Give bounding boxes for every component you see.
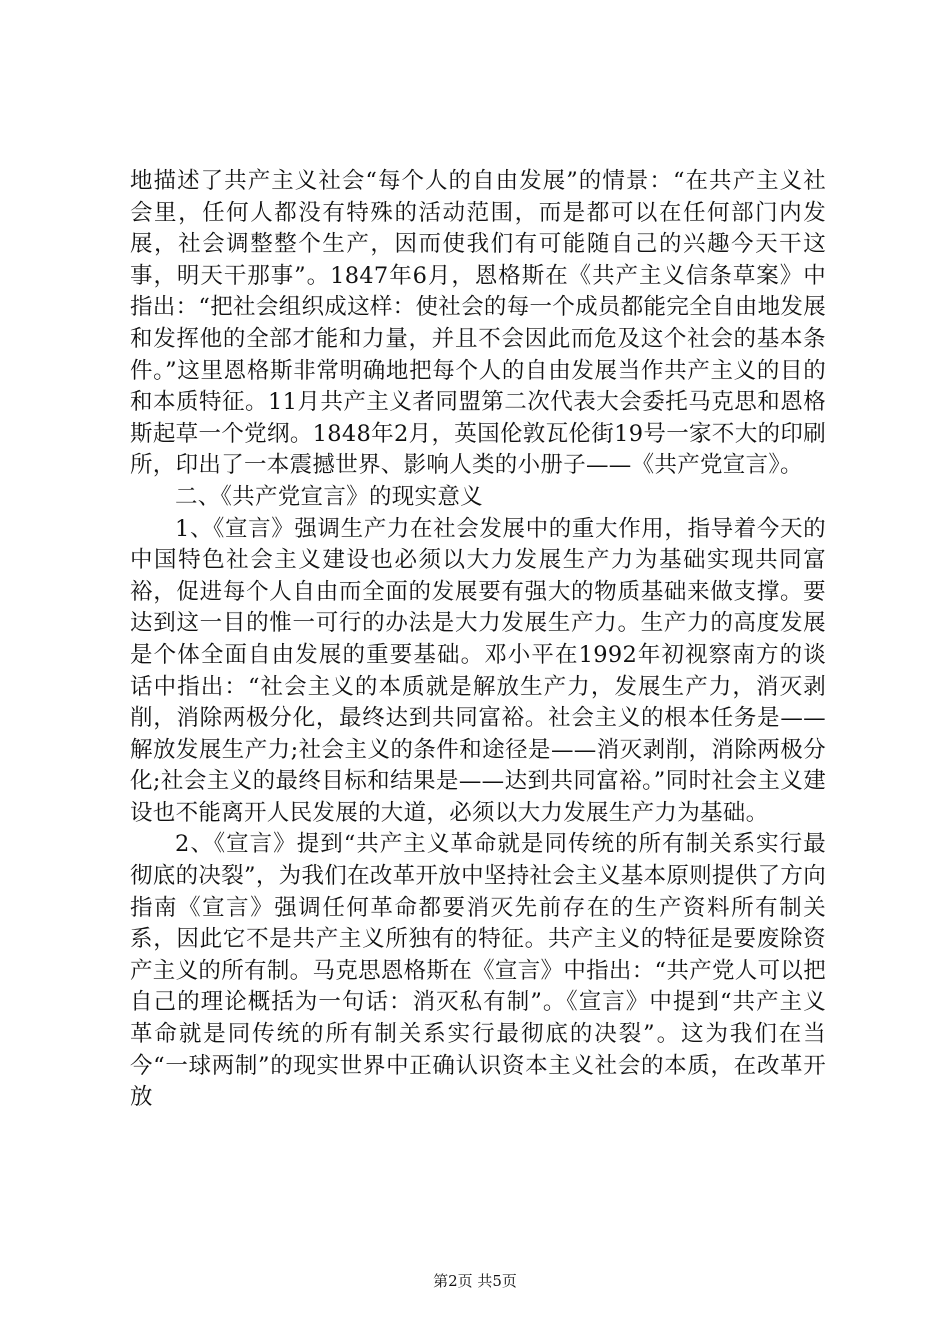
paragraph-ownership: 2、《宣言》提到“共产主义革命就是同传统的所有制关系实行最彻底的决裂”，为我们在改革开放中坚持社会主义基本原则提供了方向指南《宣言》强调任何革命都要消灭先前存在的生产资料所有制关系，因此它不是共产主义所独有的特征。共产主义的特征是要废除资产主义的所有制。马克思恩格斯在《宣言》中指出：“共产党人可以把自己的理论概括为一句话：消灭私有制”。《宣言》中提到“共产主义革命就是同传统的所有制关系实行最彻底的决裂”。这为我们在当今“一球两制”的现实世界中正确认识资本主义社会的本质，在改革开放: [130, 831, 826, 1111]
paragraph-productivity: 1、《宣言》强调生产力在社会发展中的重大作用，指导着今天的中国特色社会主义建设也必须以大力发展生产力为基础实现共同富裕，促进每个人自由而全面的发展要有强大的物质基础来做支撑。要达到这一目的惟一可行的办法是大力发展生产力。生产力的高度发展是个体全面自由发展的重要基础。邓小平在1992年初视察南方的谈话中指出：“社会主义的本质就是解放生产力，发展生产力，消灭剥削，消除两极分化，最终达到共同富裕。社会主义的根本任务是——解放发展生产力;社会主义的条件和途径是——消灭剥削，消除两极分化;社会主义的最终目标和结果是——达到共同富裕。”同时社会主义建设也不能离开人民发展的大道，必须以大力发展生产力为基础。: [130, 515, 826, 826]
paragraph-engels-creed: 地描述了共产主义社会“每个人的自由发展”的情景：“在共产主义社会里，任何人都没有特殊的活动范围，而是都可以在任何部门内发展，社会调整整个生产，因而使我们有可能随自己的兴趣今天干这事，明天干那事”。1847年6月，恩格斯在《共产主义信条草案》中指出：“把社会组织成这样：使社会的每一个成员都能完全自由地发展和发挥他的全部才能和力量，并且不会因此而危及这个社会的基本条件。”这里恩格斯非常明确地把每个人的自由发展当作共产主义的目的和本质特征。11月共产主义者同盟第二次代表大会委托马克思和恩格斯起草一个党纲。1848年2月，英国伦敦瓦伦街19号一家不大的印刷所，印出了一本震撼世界、影响人类的小册子——《共产党宣言》。: [130, 168, 826, 479]
page-number-footer: 第2页 共5页: [433, 1272, 517, 1290]
section-heading-practical-significance: 二、《共产党宣言》的现实意义: [175, 483, 483, 510]
document-body: [130, 166, 826, 1114]
